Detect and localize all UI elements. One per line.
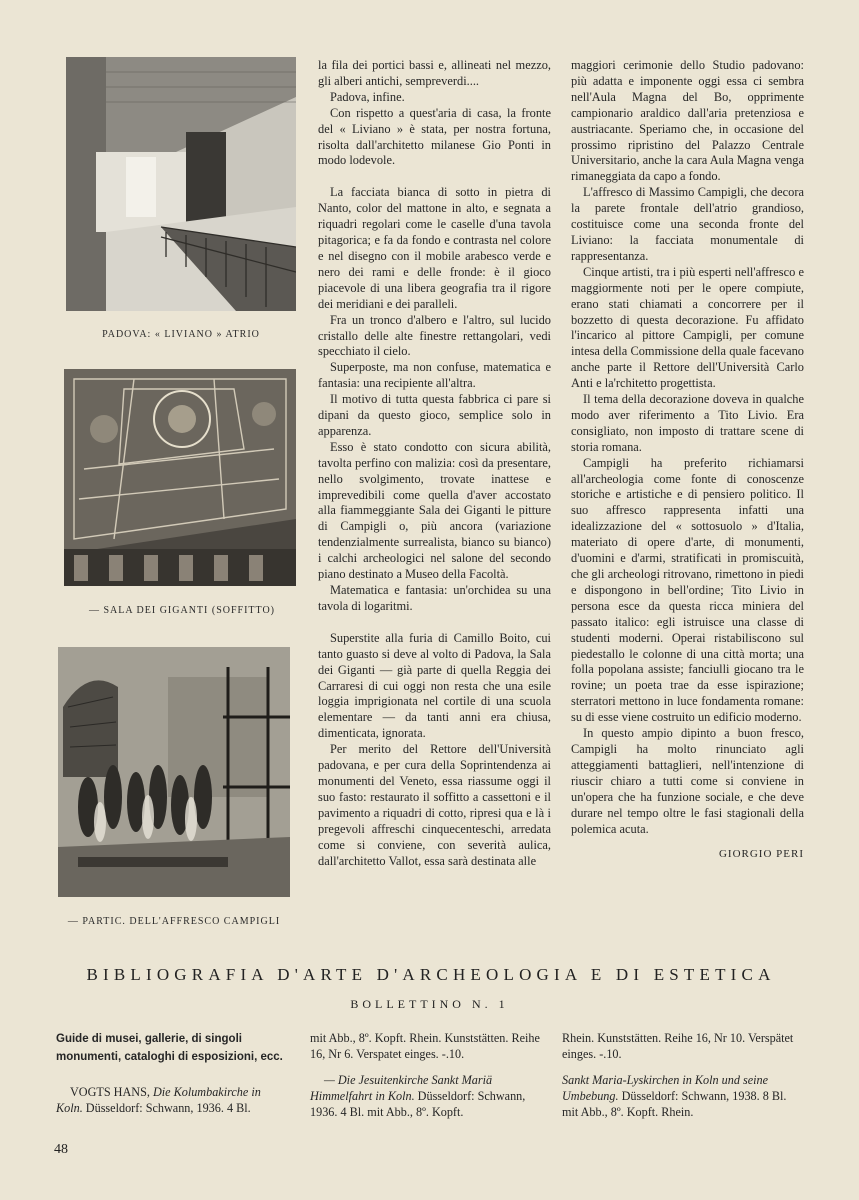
paragraph: In questo ampio dipinto a buon fresco, Campigli ha molto rinunciato agli atteggiamenti battaglieri, nell'intenzione di riuscir chiaro a tutti come si conviene in un'opera che ha funzione sociale, e che deve durare nel tempo oltre le fasi stagionali della polemica acuta. [571,726,804,836]
paragraph: Con rispetto a quest'aria di casa, la fronte del « Liviano » è stata, per nostra fortuna, risolta dall'architetto milanese Gio Ponti in modo lodevole. [318,105,551,168]
page-number: 48 [54,1142,68,1157]
paragraph: Padova, infine. [330,89,405,104]
entry-details: Düsseldorf: Schwann, 1936. 4 Bl. mit Abb., 8º. Kopft. [310,1089,526,1119]
bibliography-column-1 [56,1030,290,1116]
caption-atrio: PADOVA: « LIVIANO » ATRIO [102,329,260,340]
bibliography-title: BIBLIOGRAFIA D'ARTE D'ARCHEOLOGIA E DI ESTETICA [86,965,776,984]
paragraph: maggiori cerimonie dello Studio padovano: più adatta e imponente oggi essa ci sembra nell'Aula Magna del Bo, opprimente campionario araldico dall'aria pretenziosa e austriacante. Speriamo che, in occasione del prossimo ripristino del Palazzo Centrale Universitario, anche la cara Aula Magna venga rimaneggiata da capo a fondo. [571,58,804,184]
bibliography-column-2 [310,1030,546,1120]
caption-sala: — SALA DEI GIGANTI (SOFFITTO) [88,605,276,616]
paragraph: La facciata bianca di sotto in pietra di Nanto, color del mattone in alto, e segnata a riquadri regolari come le caselle d'una tavola pitagorica; e fa da fondo e contrasta nel colore e nel disegno con il mobile arabesco verde e nero dei rami e delle fronde: è il gioco piacevole di una libera geografia tra il rigore dei meridiani e dei paralleli. [318,185,551,311]
paragraph: Matematica e fantasia: un'orchidea su una tavola di logaritmi. [318,583,551,613]
affresco-photo [58,647,290,897]
bibliography-column-3 [562,1030,802,1120]
bibliography-entry [562,1072,802,1120]
paragraph: Superposte, ma non confuse, matematica e fantasia: una recipiente all'altra. [318,360,551,391]
bibliography-entry [310,1072,546,1120]
paragraph: Il motivo di tutta questa fabbrica ci pare si dipani da questo gioco, semplice solo in apparenza. [318,392,551,438]
paragraph: la fila dei portici bassi e, allineati nel mezzo, gli alberi antichi, sempreverdi.... [318,58,551,88]
paragraph: Campigli ha preferito richiamarsi all'archeologia come fonte di conoscenze storiche e artistiche e di pensiero politico. Il suo affresco rappresenta infatti una idealizzazione del « sottosuolo » d'Italia, materiato di opere d'arte, di monumenti, d'uomini e d'armi, stratificati in promiscuità, che gli archeologi ritrovano, rimettono in piedi e dispongono in bell'ordine; Tito Livio in persona esce da questa ricca miniera del passato italico: egli istruisce una classe di studenti moderni. Operai ristabiliscono sul piedestallo le colonne di una città morta; una folla popolana assiste; fanciulli giocano tra le rovine; un poeta trae da esse ispirazione; sterratori mettono in luce fondamenta romane: su di esse viene costruito un edificio moderno. [571,455,804,725]
paragraph: L'affresco di Massimo Campigli, che decora la parete frontale dell'atrio grandioso, costituisce come una seconda fronte del Liviano: la facciata monumentale di rappresentanza. [571,185,804,263]
caption-affresco: — PARTIC. DELL'AFFRESCO CAMPIGLI [67,916,281,927]
atrio-photo [66,57,296,311]
article-column-2 [571,58,804,863]
article-column-1 [318,58,551,869]
author-signature: GIORGIO PERI [718,848,804,861]
entry-details: Düsseldorf: Schwann, 1938. 8 Bl. mit Abb., 8º. Kopft. Rhein. [562,1089,787,1119]
bibliography-entry [56,1084,290,1116]
sala-giganti-photo [64,369,296,586]
section-heading: Guide di musei, gallerie, di singoli monumenti, cataloghi di esposizioni, ecc. [56,1033,283,1063]
paragraph: Esso è stato condotto con sicura abilità, tavolta perfino con malizia: così da presentare, nello svolgimento, trovate inattese e imprevedibili come quella d'aver accostato alla fiammeggiante Sala dei Giganti le pitture di Campigli o, più ancora (variazione tendenzialmente surrealista, bianco su bianco) i calchi archeologici nel salone del secondo piano destinato a Museo della Facoltà. [318,439,551,582]
entry-title: — Die Jesuitenkirche Sankt Mariä Himmelfahrt in Koln. [310,1073,493,1103]
paragraph: Il tema della decorazione doveva in qualche modo aver riferimento a Tito Livio. Era consigliato, non imposto di trattare scene di storia romana. [571,392,804,454]
paragraph: Fra un tronco d'albero e l'altro, sul lucido cristallo delle alte finestre rettangolari, vedi specchiato il cielo. [318,312,551,359]
paragraph: Per merito del Rettore dell'Università padovana, e per cura della Soprintendenza ai monumenti del Veneto, essa riassume oggi il suo fasto: restaurato il soffitto a cassettoni e il pavimento a riquadri di cotto, ripresi qua e là i pregevoli affreschi cinquecenteschi, arredata come si conviene, con severità aulica, dall'architetto Vallot, essa sarà destinata alle [318,742,551,868]
bibliography-subtitle: BOLLETTINO N. 1 [350,997,509,1011]
entry-title: Sankt Maria-Lyskirchen in Koln und seine Umbebung. [562,1073,769,1103]
entry-details: Rhein. Kunststätten. Reihe 16, Nr 10. Verspätet einges. -.10. [562,1031,794,1061]
entry-details: Düsseldorf: Schwann, 1936. 4 Bl. [85,1101,251,1115]
paragraph: Superstite alla furia di Camillo Boito, cui tanto guasto si deve al volto di Padova, la Sala dei Giganti — già parte di quella Reggia dei Carraresi di cui oggi non resta che una esile loggia imprigionata nel cortile di una scuola elementare — da tanti anni era chiusa, dimenticata, ignorata. [318,630,551,741]
entry-details: mit Abb., 8º. Kopft. Rhein. Kunststätten. Reihe 16, Nr 6. Verspatet einges. -.10. [310,1031,540,1061]
entry-author: VOGTS HANS, [70,1085,150,1099]
paragraph: Cinque artisti, tra i più esperti nell'affresco e maggiormente noti per le opere compiute, erano stati chiamati a concorrere per il bozzetto di questa decorazione. Fu affidato l'incarico al pittore Campigli, per comune intesa della Commissione della quale facevano anche parte il Rettore dell'Università Carlo Anti e la'rchitetto progettista. [571,264,804,391]
entry-title: Die Kolumbakirche in Koln. [56,1085,261,1115]
